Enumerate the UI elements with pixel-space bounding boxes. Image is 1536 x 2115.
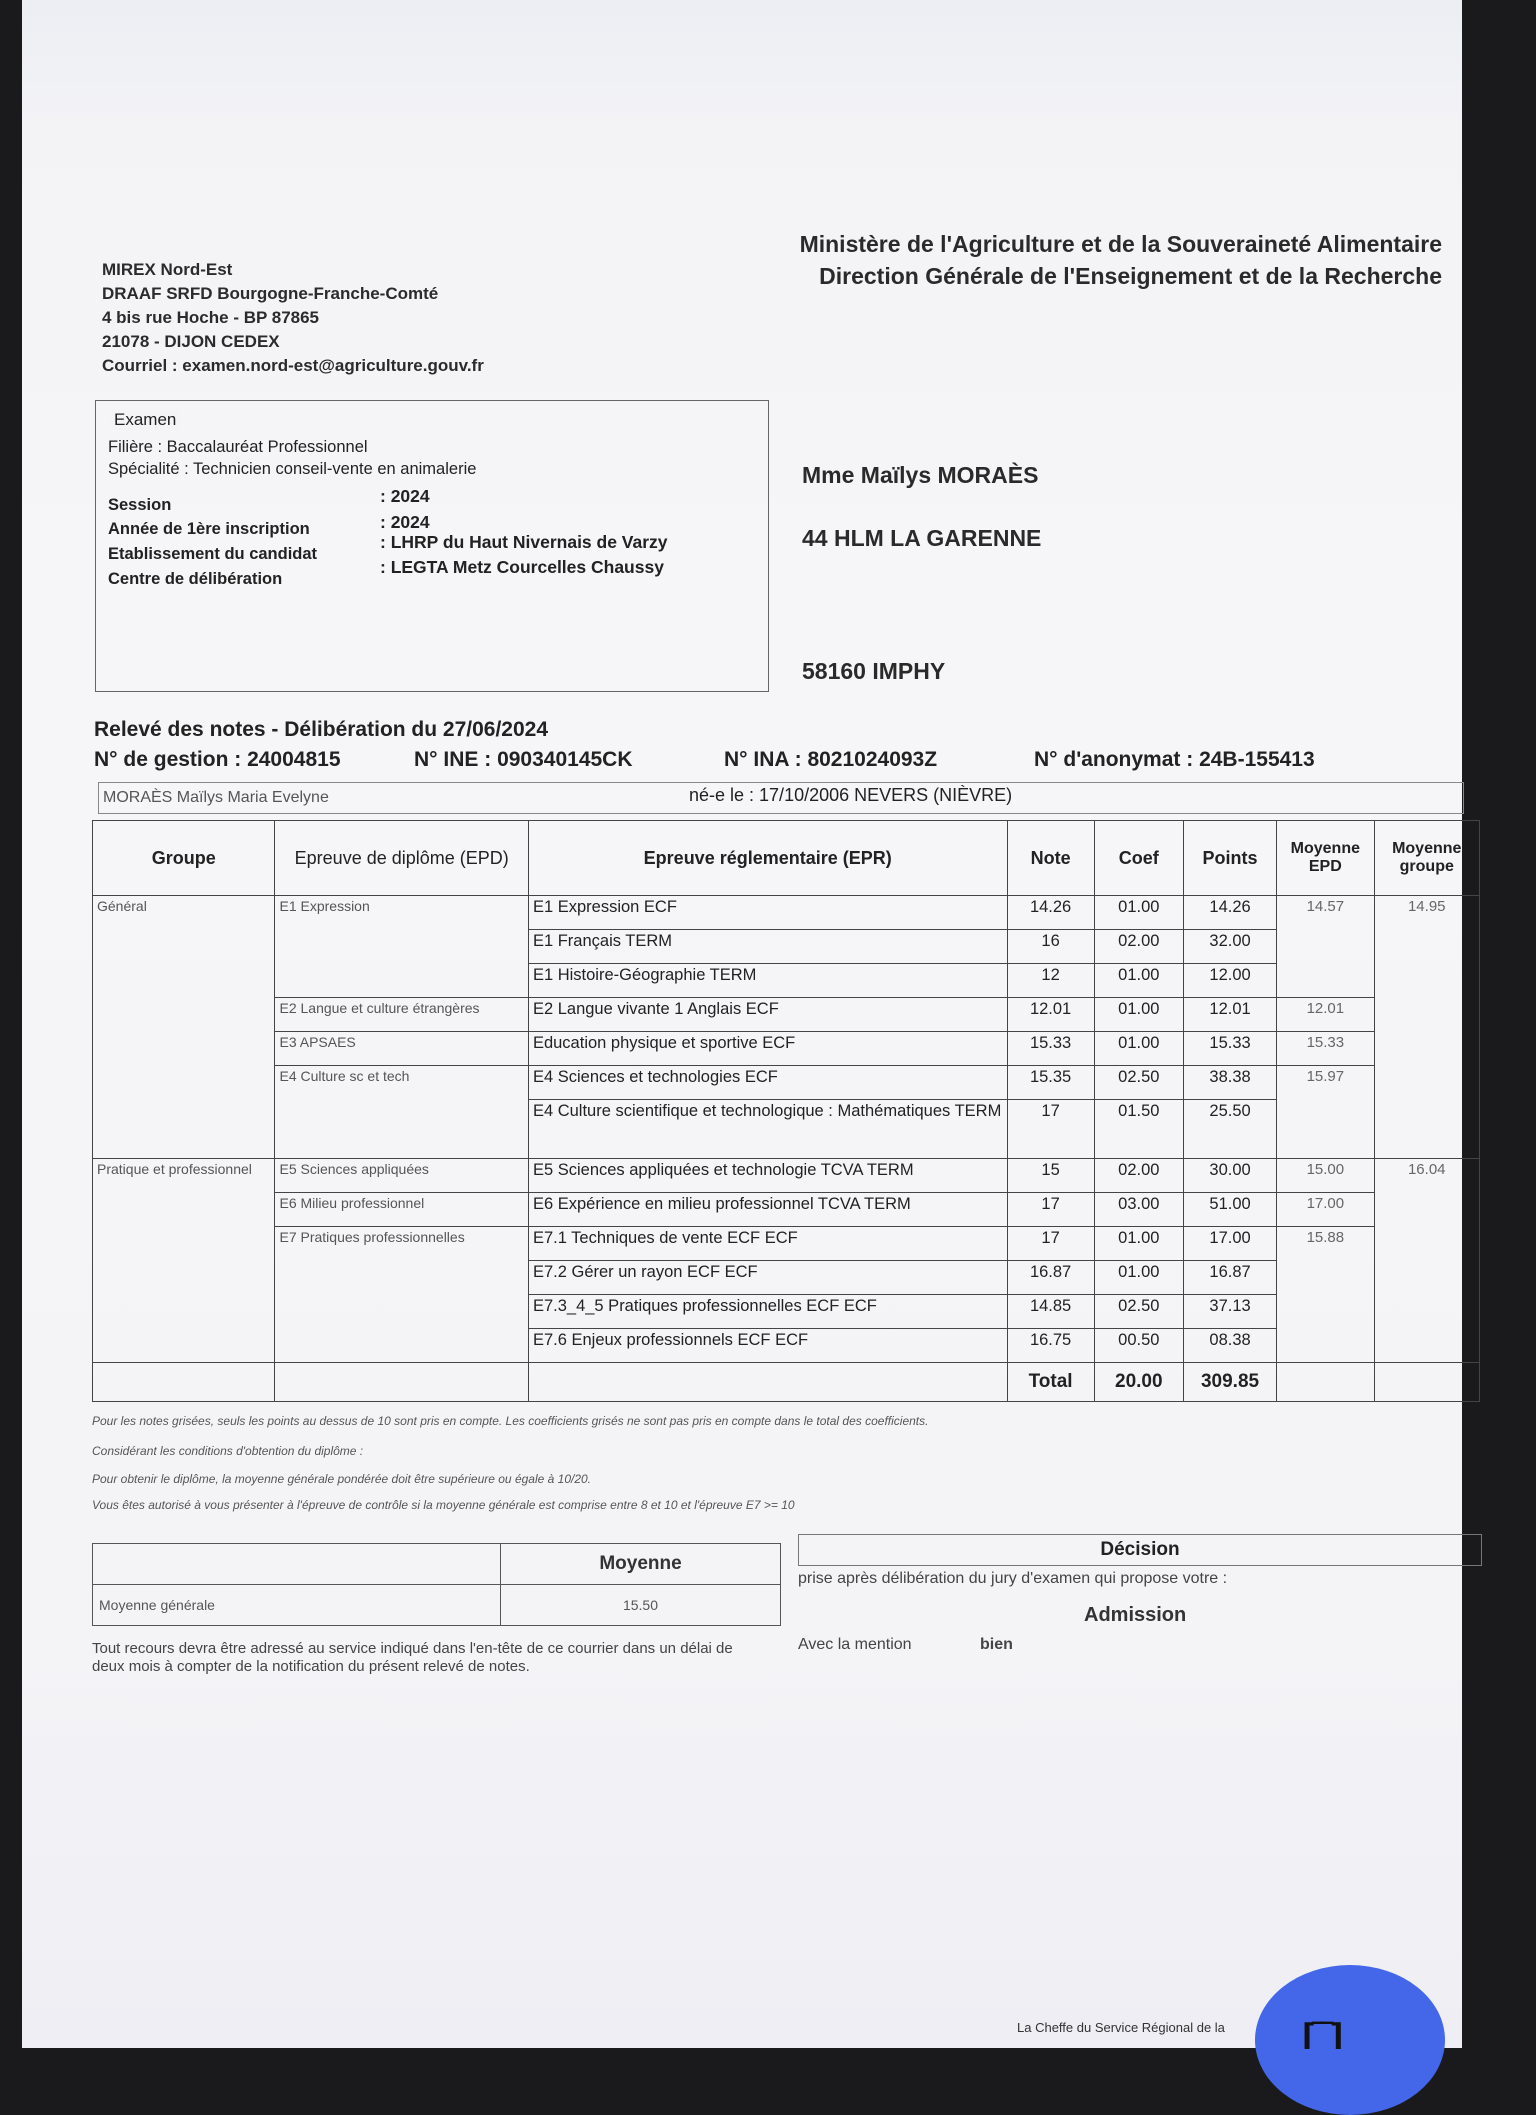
- note-value: 17: [1007, 1227, 1094, 1261]
- coef-value: 00.50: [1094, 1329, 1183, 1363]
- points-value: 14.26: [1183, 896, 1276, 930]
- sender-line: MIREX Nord-Est: [102, 260, 233, 279]
- coef-value: 01.00: [1094, 1227, 1183, 1261]
- note-value: 15.35: [1007, 1066, 1094, 1100]
- note-value: 12.01: [1007, 998, 1094, 1032]
- coef-value: 01.00: [1094, 1261, 1183, 1295]
- group-average: 16.04: [1374, 1159, 1480, 1363]
- note-value: 14.85: [1007, 1295, 1094, 1329]
- note-value: 17: [1007, 1100, 1094, 1159]
- header-moyenne-groupe: Moyenne groupe: [1374, 821, 1480, 896]
- moyenne-header: Moyenne: [501, 1544, 781, 1585]
- epr-label: E2 Langue vivante 1 Anglais ECF: [528, 998, 1007, 1032]
- gestion-number: N° de gestion : 24004815: [94, 748, 341, 771]
- header-points: Points: [1183, 821, 1276, 896]
- note-value: 16: [1007, 930, 1094, 964]
- recipient-name: Mme Maïlys MORAÈS: [802, 462, 1039, 488]
- epd-average: 12.01: [1277, 998, 1374, 1032]
- exam-session-value: : 2024: [380, 486, 430, 506]
- note-value: 16.75: [1007, 1329, 1094, 1363]
- recipient-street: 44 HLM LA GARENNE: [802, 525, 1042, 551]
- points-value: 38.38: [1183, 1066, 1276, 1100]
- group-label: Pratique et professionnel: [93, 1159, 275, 1363]
- table-row: [93, 1227, 1480, 1261]
- header-groupe: Groupe: [93, 821, 275, 896]
- coef-value: 03.00: [1094, 1193, 1183, 1227]
- mention-value: bien: [980, 1636, 1013, 1653]
- exam-centre-value: : LEGTA Metz Courcelles Chaussy: [380, 557, 664, 577]
- total-points: 309.85: [1183, 1363, 1276, 1402]
- coef-value: 01.50: [1094, 1100, 1183, 1159]
- epd-average: 17.00: [1277, 1193, 1374, 1227]
- floating-action-button[interactable]: [1255, 1965, 1445, 2115]
- epr-label: E1 Histoire-Géographie TERM: [528, 964, 1007, 998]
- points-value: 12.01: [1183, 998, 1276, 1032]
- epd-label: E6 Milieu professionnel: [275, 1193, 528, 1227]
- candidate-birth: né-e le : 17/10/2006 NEVERS (NIÈVRE): [689, 785, 1013, 805]
- epd-label: E1 Expression: [275, 896, 528, 998]
- epd-label: E7 Pratiques professionnelles: [275, 1227, 528, 1363]
- table-header-row: [93, 821, 1480, 896]
- notes-table: [92, 820, 1480, 1402]
- document-page: [22, 0, 1462, 2048]
- epr-label: E7.1 Techniques de vente ECF ECF: [528, 1227, 1007, 1261]
- points-value: 12.00: [1183, 964, 1276, 998]
- sender-line: 4 bis rue Hoche - BP 87865: [102, 308, 320, 327]
- total-row: [93, 1363, 1480, 1402]
- exam-etab-label: Etablissement du candidat: [108, 545, 318, 563]
- coef-value: 01.00: [1094, 1032, 1183, 1066]
- exam-legend: Examen: [110, 410, 180, 430]
- coef-value: 01.00: [1094, 896, 1183, 930]
- ministry-line: Direction Générale de l'Enseignement et de la Recherche: [819, 263, 1442, 289]
- epd-average: 14.57: [1277, 896, 1374, 998]
- ministry-header: [662, 228, 1442, 292]
- sender-line: 21078 - DIJON CEDEX: [102, 332, 280, 351]
- epd-label: E2 Langue et culture étrangères: [275, 998, 528, 1032]
- header-epr: Epreuve réglementaire (EPR): [528, 821, 1007, 896]
- empty-cell: [275, 1363, 528, 1402]
- exam-centre-label: Centre de délibération: [108, 570, 283, 588]
- sender-address: [102, 258, 484, 378]
- note-value: 15.33: [1007, 1032, 1094, 1066]
- coef-value: 02.00: [1094, 930, 1183, 964]
- empty-cell: [1374, 1363, 1480, 1402]
- decision-title: Décision: [798, 1534, 1482, 1566]
- empty-cell: [1277, 1363, 1374, 1402]
- note-grisees: Pour les notes grisées, seuls les points au dessus de 10 sont pris en compte. Les coefficients grisés ne sont pas pris en compte dans le total des coefficients.: [92, 1414, 929, 1428]
- total-coef: 20.00: [1094, 1363, 1183, 1402]
- header-moyenne-epd: Moyenne EPD: [1277, 821, 1374, 896]
- empty-cell: [528, 1363, 1007, 1402]
- note-obtention: Pour obtenir le diplôme, la moyenne générale pondérée doit être supérieure ou égale à 10/20.: [92, 1472, 592, 1486]
- recipient-city: 58160 IMPHY: [802, 658, 946, 684]
- exam-etab-value: : LHRP du Haut Nivernais de Varzy: [380, 532, 668, 552]
- exam-filiere: Filière : Baccalauréat Professionnel: [108, 438, 368, 456]
- epr-label: E7.6 Enjeux professionnels ECF ECF: [528, 1329, 1007, 1363]
- note-value: 17: [1007, 1193, 1094, 1227]
- exam-specialite: Spécialité : Technicien conseil-vente en animalerie: [108, 460, 477, 478]
- epr-label: E5 Sciences appliquées et technologie TCVA TERM: [528, 1159, 1007, 1193]
- note-controle: Vous êtes autorisé à vous présenter à l'épreuve de contrôle si la moyenne générale est comprise entre 8 et 10 et l'épreuve E7 >= 10: [92, 1498, 795, 1512]
- header-epd: Epreuve de diplôme (EPD): [275, 821, 528, 896]
- sender-line: DRAAF SRFD Bourgogne-Franche-Comté: [102, 284, 439, 303]
- anonymat-number: N° d'anonymat : 24B-155413: [1034, 748, 1315, 771]
- points-value: 08.38: [1183, 1329, 1276, 1363]
- releve-title: Relevé des notes - Délibération du 27/06/2024: [94, 718, 549, 741]
- epr-label: E4 Culture scientifique et technologique : Mathématiques TERM: [528, 1100, 1007, 1159]
- ina-number: N° INA : 8021024093Z: [724, 748, 938, 771]
- ine-number: N° INE : 090340145CK: [414, 748, 633, 771]
- epr-label: E1 Français TERM: [528, 930, 1007, 964]
- moyenne-value: 15.50: [501, 1585, 781, 1626]
- table-row: [93, 1032, 1480, 1066]
- epr-label: E4 Sciences et technologies ECF: [528, 1066, 1007, 1100]
- epr-label: E7.2 Gérer un rayon ECF ECF: [528, 1261, 1007, 1295]
- points-value: 15.33: [1183, 1032, 1276, 1066]
- recours-notice: Tout recours devra être adressé au service indiqué dans l'en-tête de ce courrier dans un délai de deux mois à compter de la notification du présent relevé de notes.: [92, 1640, 733, 1675]
- candidate-name-box: [98, 782, 1464, 814]
- total-label: Total: [1007, 1363, 1094, 1402]
- table-row: [93, 896, 1480, 930]
- table-row: [93, 1066, 1480, 1100]
- exam-annee-value: : 2024: [380, 512, 430, 532]
- table-row: [93, 1193, 1480, 1227]
- points-value: 25.50: [1183, 1100, 1276, 1159]
- epr-label: E1 Expression ECF: [528, 896, 1007, 930]
- decision-result: Admission: [1084, 1604, 1187, 1626]
- epd-average: 15.33: [1277, 1032, 1374, 1066]
- note-value: 14.26: [1007, 896, 1094, 930]
- coef-value: 01.00: [1094, 964, 1183, 998]
- scan-icon[interactable]: ⌈‾‾⌉: [1302, 2019, 1342, 2052]
- moyenne-table: [92, 1543, 781, 1626]
- coef-value: 02.00: [1094, 1159, 1183, 1193]
- epd-label: E5 Sciences appliquées: [275, 1159, 528, 1193]
- epd-average: 15.88: [1277, 1227, 1374, 1363]
- points-value: 51.00: [1183, 1193, 1276, 1227]
- coef-value: 01.00: [1094, 998, 1183, 1032]
- group-label: Général: [93, 896, 275, 1159]
- coef-value: 02.50: [1094, 1066, 1183, 1100]
- exam-session-label: Session: [108, 496, 172, 514]
- sender-email: Courriel : examen.nord-est@agriculture.gouv.fr: [102, 356, 484, 375]
- points-value: 37.13: [1183, 1295, 1276, 1329]
- group-average: 14.95: [1374, 896, 1480, 1159]
- epd-average: 15.97: [1277, 1066, 1374, 1159]
- epd-label: E3 APSAES: [275, 1032, 528, 1066]
- empty-cell: [93, 1544, 501, 1585]
- note-value: 16.87: [1007, 1261, 1094, 1295]
- header-coef: Coef: [1094, 821, 1183, 896]
- decision-text: prise après délibération du jury d'examen qui propose votre :: [798, 1570, 1228, 1587]
- points-value: 17.00: [1183, 1227, 1276, 1261]
- empty-cell: [93, 1363, 275, 1402]
- ministry-line: Ministère de l'Agriculture et de la Souveraineté Alimentaire: [799, 231, 1442, 257]
- points-value: 30.00: [1183, 1159, 1276, 1193]
- signature-text: La Cheffe du Service Régional de la: [1017, 2020, 1225, 2035]
- note-value: 15: [1007, 1159, 1094, 1193]
- epr-label: E7.3_4_5 Pratiques professionnelles ECF ECF: [528, 1295, 1007, 1329]
- table-row: [93, 1159, 1480, 1193]
- header-note: Note: [1007, 821, 1094, 896]
- mention-label: Avec la mention: [798, 1636, 912, 1653]
- moyenne-label: Moyenne générale: [93, 1585, 501, 1626]
- note-conditions: Considérant les conditions d'obtention du diplôme :: [92, 1444, 364, 1458]
- coef-value: 02.50: [1094, 1295, 1183, 1329]
- epd-label: E4 Culture sc et tech: [275, 1066, 528, 1159]
- epr-label: Education physique et sportive ECF: [528, 1032, 1007, 1066]
- epd-average: 15.00: [1277, 1159, 1374, 1193]
- points-value: 32.00: [1183, 930, 1276, 964]
- note-value: 12: [1007, 964, 1094, 998]
- table-row: [93, 998, 1480, 1032]
- candidate-fullname: MORAÈS Maïlys Maria Evelyne: [103, 789, 329, 806]
- exam-annee-label: Année de 1ère inscription: [108, 520, 310, 538]
- epr-label: E6 Expérience en milieu professionnel TCVA TERM: [528, 1193, 1007, 1227]
- points-value: 16.87: [1183, 1261, 1276, 1295]
